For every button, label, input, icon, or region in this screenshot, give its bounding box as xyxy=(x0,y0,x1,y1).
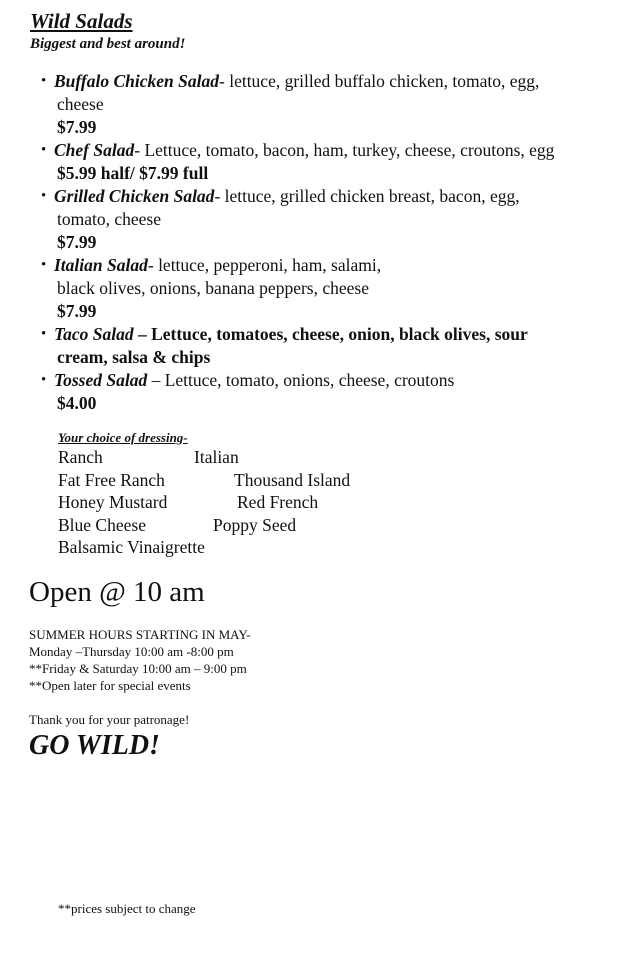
page-title: Wild Salads xyxy=(30,9,133,33)
salad-price: $4.00 xyxy=(57,393,97,413)
salad-price: $5.99 half/ $7.99 full xyxy=(57,163,209,183)
dressing-heading: Your choice of dressing- xyxy=(58,430,188,445)
salad-description: cream, salsa & chips xyxy=(57,347,211,367)
salad-item-tossed xyxy=(0,369,634,415)
dressing-option: Poppy Seed xyxy=(213,514,297,535)
bullet: • xyxy=(41,73,47,89)
salad-description: tomato, cheese xyxy=(57,209,161,229)
salad-price: $7.99 xyxy=(57,301,97,321)
bullet: • xyxy=(41,257,47,273)
salad-name: Italian Salad xyxy=(54,255,148,275)
dressing-option: Balsamic Vinaigrette xyxy=(58,537,205,557)
bullet: • xyxy=(41,372,47,388)
thank-you-note: Thank you for your patronage! xyxy=(29,712,190,727)
bullet: • xyxy=(41,142,47,158)
salad-item-buffalo-chicken xyxy=(0,70,634,139)
summer-hours xyxy=(29,626,251,694)
salad-description: cheese xyxy=(57,94,104,114)
dressing-option: Blue Cheese xyxy=(58,514,146,535)
salad-description: Lettuce, tomato, onions, cheese, croutons xyxy=(164,370,455,390)
price-footnote: **prices subject to change xyxy=(58,901,196,916)
salad-item-grilled-chicken xyxy=(0,185,634,254)
salad-name: Buffalo Chicken Salad xyxy=(54,71,219,91)
dressing-section xyxy=(58,430,618,559)
salad-name: Taco Salad xyxy=(54,324,134,344)
salad-list xyxy=(0,70,634,415)
dressing-option: Honey Mustard xyxy=(58,492,168,512)
bullet: • xyxy=(41,326,47,342)
salad-description: black olives, onions, banana peppers, cheese xyxy=(57,278,369,298)
open-time: Open @ 10 am xyxy=(29,576,205,608)
hours-heading: SUMMER HOURS STARTING IN MAY- xyxy=(29,627,251,642)
dressing-option: Ranch xyxy=(58,447,103,467)
salad-item-chef xyxy=(0,139,634,185)
separator: - xyxy=(147,255,154,275)
dressing-option: Red French xyxy=(237,492,319,512)
dressing-option: Thousand Island xyxy=(234,469,351,490)
salad-name: Tossed Salad xyxy=(54,370,148,390)
salad-item-italian xyxy=(0,254,634,323)
salad-description: lettuce, grilled buffalo chicken, tomato, egg, xyxy=(229,71,540,91)
bullet: • xyxy=(41,188,47,204)
salad-item-taco xyxy=(0,323,634,369)
slogan: GO WILD! xyxy=(29,730,160,761)
dressing-option: Fat Free Ranch xyxy=(58,469,165,490)
separator: – xyxy=(151,370,161,390)
hours-line: Monday –Thursday 10:00 am -8:00 pm xyxy=(29,644,234,659)
separator: – xyxy=(137,324,147,344)
dressing-option: Italian xyxy=(194,447,239,467)
separator: - xyxy=(134,140,141,160)
salad-price: $7.99 xyxy=(57,117,97,137)
salad-description: lettuce, pepperoni, ham, salami, xyxy=(158,255,382,275)
hours-line: **Open later for special events xyxy=(29,678,191,693)
salad-name: Grilled Chicken Salad xyxy=(54,186,215,206)
separator: - xyxy=(214,186,221,206)
hours-line: **Friday & Saturday 10:00 am – 9:00 pm xyxy=(29,661,247,676)
salad-description: lettuce, grilled chicken breast, bacon, egg, xyxy=(224,186,520,206)
separator: - xyxy=(219,71,225,91)
salad-description: Lettuce, tomato, bacon, ham, turkey, cheese, croutons, egg xyxy=(144,140,555,160)
page-subtitle: Biggest and best around! xyxy=(30,36,186,52)
salad-name: Chef Salad xyxy=(54,140,135,160)
salad-price: $7.99 xyxy=(57,232,97,252)
salad-description: Lettuce, tomatoes, cheese, onion, black olives, sour xyxy=(151,324,528,344)
